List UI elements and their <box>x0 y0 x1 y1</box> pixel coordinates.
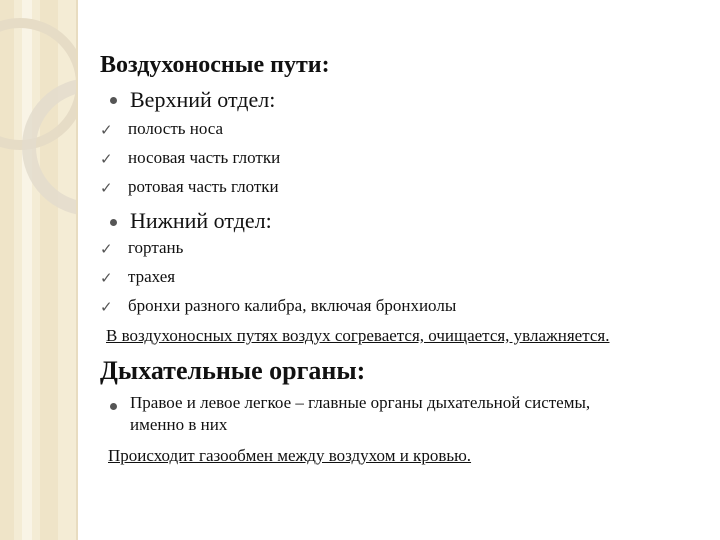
bullet-dot-icon <box>110 97 117 104</box>
lower-section-label: Нижний отдел: <box>130 208 272 233</box>
bullet-dot-icon <box>110 219 117 226</box>
bullet-dot-icon <box>110 403 117 410</box>
decorative-sidebar <box>0 0 78 540</box>
sidebar-divider <box>76 0 78 540</box>
list-item: бронхи разного калибра, включая бронхиолы <box>128 296 457 315</box>
upper-section-label: Верхний отдел: <box>130 87 276 112</box>
checkmark-icon: ✓ <box>100 298 113 316</box>
section-title-respiratory-organs: Дыхательные органы: <box>100 356 366 385</box>
checkmark-icon: ✓ <box>100 179 113 197</box>
slide-content <box>100 0 710 540</box>
list-item: трахея <box>128 267 176 286</box>
section-title-airways: Воздухоносные пути: <box>100 52 330 78</box>
checkmark-icon: ✓ <box>100 269 113 287</box>
checkmark-icon: ✓ <box>100 240 113 258</box>
list-item: носовая часть глотки <box>128 148 281 167</box>
list-item: Правое и левое легкое – главные органы дыхательной системы, <box>130 393 591 412</box>
airways-note: В воздухоносных путях воздух согревается, очищается, увлажняется. <box>106 326 610 345</box>
checkmark-icon: ✓ <box>100 150 113 168</box>
gas-exchange-note: Происходит газообмен между воздухом и кровью. <box>108 446 472 465</box>
list-item: гортань <box>128 238 184 257</box>
list-item: ротовая часть глотки <box>128 177 279 196</box>
checkmark-icon: ✓ <box>100 121 113 139</box>
list-item-continuation: именно в них <box>130 415 228 434</box>
list-item: полость носа <box>128 119 224 138</box>
